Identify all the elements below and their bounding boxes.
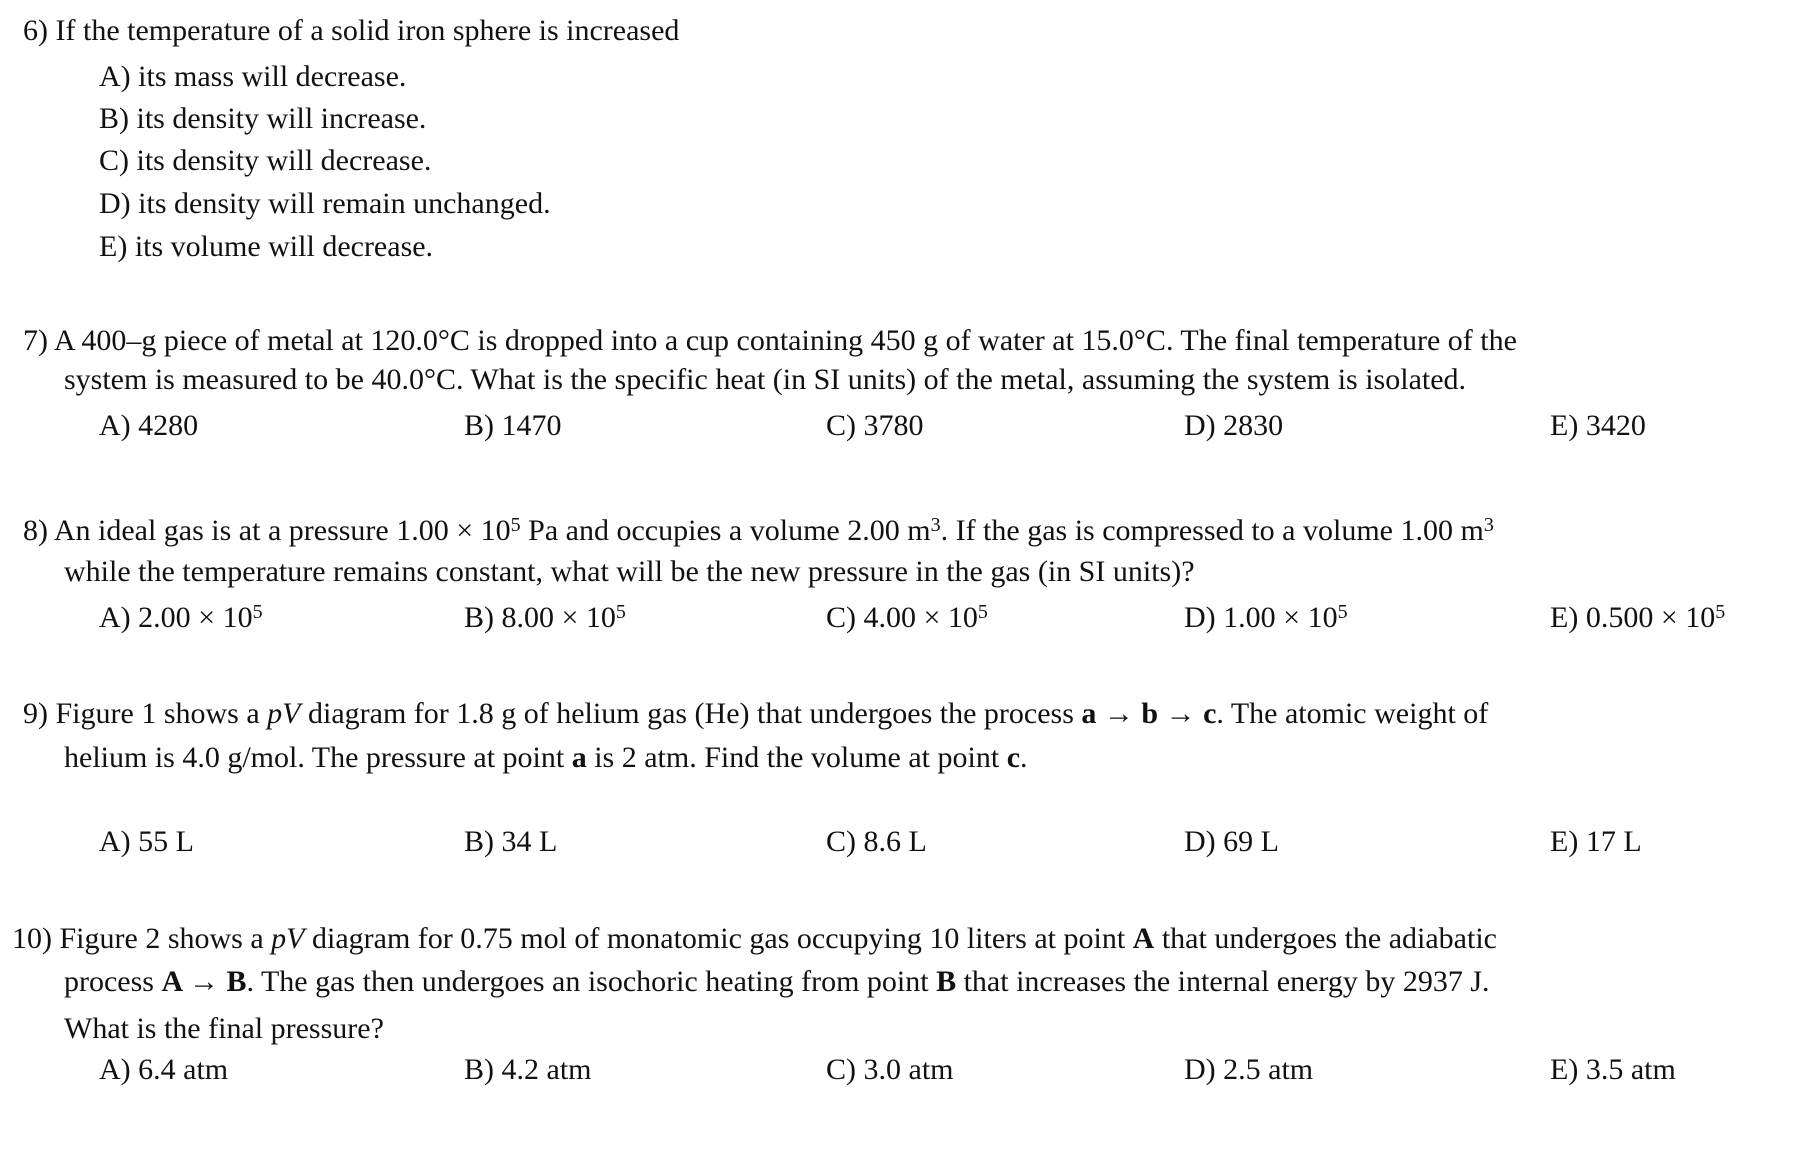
answer-option-a bbox=[99, 824, 194, 860]
answer-option-b bbox=[464, 824, 557, 860]
answer-option-b bbox=[464, 1052, 592, 1088]
superscript: 5 bbox=[615, 601, 626, 623]
text-run: C) 3780 bbox=[826, 409, 924, 442]
answer-option-d bbox=[1184, 408, 1283, 444]
answer-option-d bbox=[1184, 1052, 1313, 1088]
answer-option-e bbox=[1550, 824, 1642, 860]
text-run: D) its density will remain unchanged. bbox=[99, 187, 551, 220]
text-run: E) 3.5 atm bbox=[1550, 1053, 1676, 1086]
text-run: B) 4.2 atm bbox=[464, 1053, 592, 1086]
text-run: a → b → c bbox=[1081, 697, 1217, 730]
answer-option-b bbox=[464, 408, 562, 444]
question-text-line bbox=[64, 740, 1028, 776]
text-run: A) its mass will decrease. bbox=[99, 60, 407, 93]
text-run: E) 3420 bbox=[1550, 409, 1646, 442]
superscript: 3 bbox=[930, 514, 941, 536]
text-run: system is measured to be 40.0°C. What is the specific heat (in SI units) of the metal, assuming the system is isolated. bbox=[64, 363, 1467, 396]
question-number: 9) bbox=[23, 697, 56, 730]
answer-option-a bbox=[99, 59, 406, 95]
text-run: B) 34 L bbox=[464, 825, 558, 858]
answer-option-e bbox=[1550, 1052, 1676, 1088]
answer-option-a bbox=[99, 1052, 228, 1088]
text-run: D) 2.5 atm bbox=[1184, 1053, 1314, 1086]
question-text-line bbox=[64, 554, 1195, 590]
question-text-line bbox=[64, 362, 1466, 398]
text-run: A) 55 L bbox=[99, 825, 194, 858]
superscript: 5 bbox=[252, 601, 263, 623]
text-run: B) its density will increase. bbox=[99, 102, 427, 135]
answer-option-e bbox=[1550, 408, 1646, 444]
answer-option-b bbox=[99, 101, 426, 137]
answer-option-c bbox=[826, 408, 924, 444]
text-run: . bbox=[1020, 741, 1028, 774]
text-run: that increases the internal energy by 2937 J. bbox=[956, 965, 1490, 998]
text-run: A bbox=[1132, 922, 1155, 955]
answer-option-d bbox=[99, 186, 551, 222]
text-run: B bbox=[936, 965, 957, 998]
answer-option-c bbox=[826, 1052, 954, 1088]
question-text-line bbox=[23, 13, 679, 49]
question-number: 10) bbox=[12, 922, 60, 955]
text-run: Figure 2 shows a bbox=[59, 922, 272, 955]
answer-option-c bbox=[99, 143, 431, 179]
question-number: 6) bbox=[23, 14, 56, 47]
text-run: pV bbox=[267, 697, 301, 730]
text-run: that undergoes the adiabatic bbox=[1154, 922, 1497, 955]
text-run: . If the gas is compressed to a volume 1.00 m bbox=[940, 514, 1484, 547]
text-run: pV bbox=[271, 922, 305, 955]
question-text-line bbox=[64, 964, 1490, 1000]
text-run: A) 4280 bbox=[99, 409, 199, 442]
question-text-line bbox=[23, 696, 1488, 732]
text-run: D) 2830 bbox=[1184, 409, 1284, 442]
text-run: is 2 atm. Find the volume at point bbox=[586, 741, 1007, 774]
text-run: A → B bbox=[161, 965, 247, 998]
text-run: A) 6.4 atm bbox=[99, 1053, 229, 1086]
text-run: a bbox=[571, 741, 587, 774]
answer-option-c bbox=[826, 600, 988, 636]
answer-option-a bbox=[99, 408, 198, 444]
text-run: What is the final pressure? bbox=[64, 1012, 384, 1045]
question-text-line bbox=[64, 1011, 384, 1047]
answer-option-b bbox=[464, 600, 626, 636]
text-run: diagram for 0.75 mol of monatomic gas occupying 10 liters at point bbox=[304, 922, 1133, 955]
text-run: If the temperature of a solid iron sphere is increased bbox=[55, 14, 680, 47]
superscript: 5 bbox=[1715, 601, 1726, 623]
text-run: c bbox=[1006, 741, 1021, 774]
text-run: An ideal gas is at a pressure 1.00 × 10 bbox=[53, 514, 511, 547]
text-run: Figure 1 shows a bbox=[55, 697, 268, 730]
text-run: C) 8.6 L bbox=[826, 825, 927, 858]
question-text-line bbox=[12, 921, 1497, 957]
question-number: 7) bbox=[23, 324, 54, 357]
text-run: while the temperature remains constant, what will be the new pressure in the gas (in SI units)? bbox=[64, 555, 1195, 588]
text-run: diagram for 1.8 g of helium gas (He) that undergoes the process bbox=[300, 697, 1082, 730]
text-run: . The gas then undergoes an isochoric heating from point bbox=[246, 965, 937, 998]
question-text-line bbox=[23, 323, 1517, 359]
text-run: C) 4.00 × 10 bbox=[826, 601, 978, 634]
answer-option-e bbox=[1550, 600, 1725, 636]
answer-option-d bbox=[1184, 600, 1348, 636]
answer-option-d bbox=[1184, 824, 1279, 860]
superscript: 3 bbox=[1483, 514, 1494, 536]
text-run: E) 17 L bbox=[1550, 825, 1642, 858]
answer-option-c bbox=[826, 824, 927, 860]
text-run: process bbox=[64, 965, 162, 998]
question-number: 8) bbox=[23, 514, 54, 547]
text-run: Pa and occupies a volume 2.00 m bbox=[520, 514, 931, 547]
answer-option-a bbox=[99, 600, 263, 636]
question-text-line bbox=[23, 513, 1494, 549]
text-run: C) its density will decrease. bbox=[99, 144, 432, 177]
text-run: E) its volume will decrease. bbox=[99, 230, 434, 263]
superscript: 5 bbox=[977, 601, 988, 623]
text-run: B) 8.00 × 10 bbox=[464, 601, 616, 634]
text-run: C) 3.0 atm bbox=[826, 1053, 954, 1086]
text-run: D) 1.00 × 10 bbox=[1184, 601, 1338, 634]
text-run: B) 1470 bbox=[464, 409, 562, 442]
text-run: A) 2.00 × 10 bbox=[99, 601, 253, 634]
superscript: 5 bbox=[510, 514, 521, 536]
superscript: 5 bbox=[1337, 601, 1348, 623]
answer-option-e bbox=[99, 229, 433, 265]
text-run: A 400–g piece of metal at 120.0°C is dropped into a cup containing 450 g of water at 15.0°C. The final temperature of the bbox=[53, 324, 1517, 357]
text-run: D) 69 L bbox=[1184, 825, 1279, 858]
text-run: helium is 4.0 g/mol. The pressure at point bbox=[64, 741, 572, 774]
text-run: . The atomic weight of bbox=[1216, 697, 1489, 730]
text-run: E) 0.500 × 10 bbox=[1550, 601, 1716, 634]
